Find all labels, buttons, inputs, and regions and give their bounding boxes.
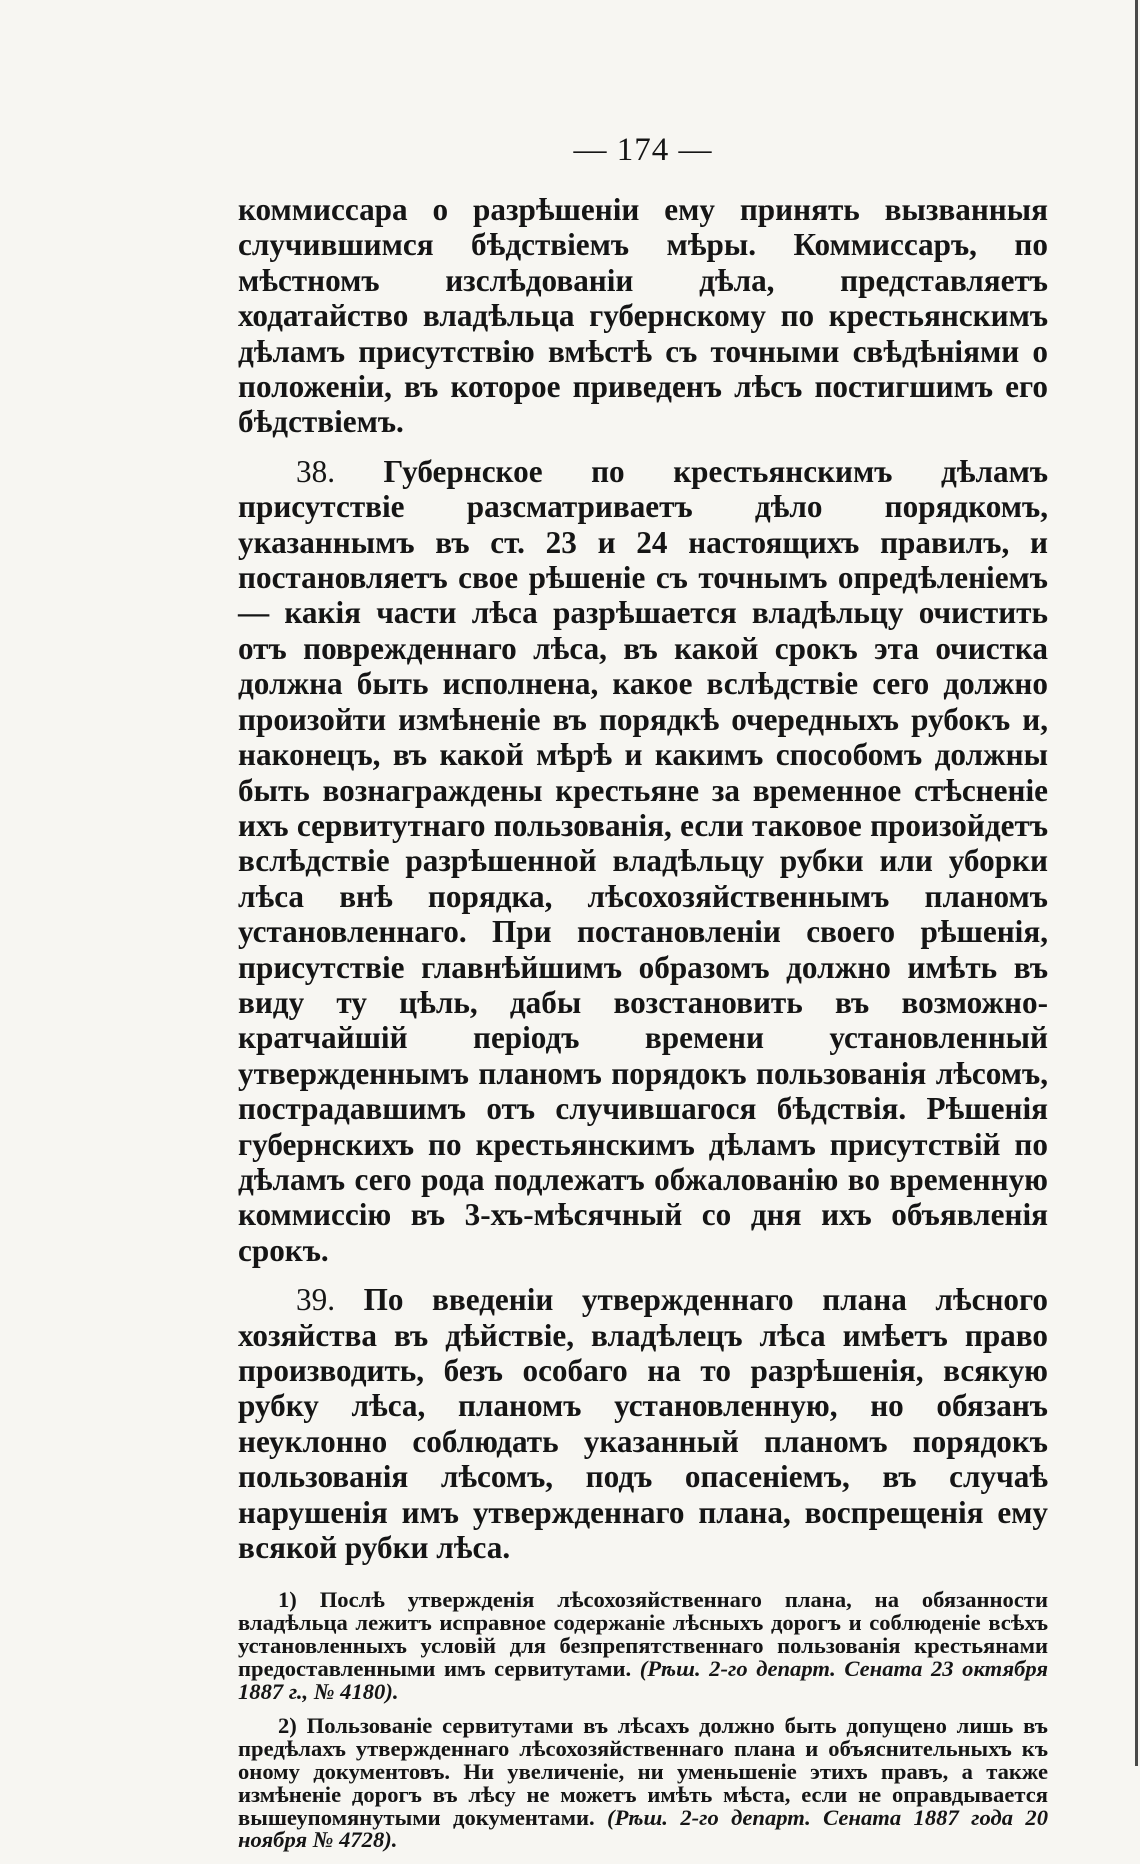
paragraph-number: 39. (296, 1282, 335, 1318)
document-page (238, 128, 1048, 1864)
paragraph-continuation (238, 192, 1048, 440)
paragraph-39 (238, 1282, 1048, 1565)
scan-edge-line (1135, 0, 1138, 1766)
footnotes (238, 1589, 1048, 1852)
paragraph-text: По введеніи утвержденнаго плана лѣсного хозяйства въ дѣйствіе, владѣлецъ лѣса имѣетъ право производить, безъ особаго на то разрѣшенія, всякую рубку лѣса, планомъ установленную, но обязанъ неуклонно соблюдать указанный планомъ порядокъ пользованія лѣсомъ, подъ опасеніемъ, въ случаѣ нарушенія имъ утвержденнаго плана, воспрещенія ему всякой рубки лѣса. (238, 1282, 1049, 1566)
footnote-marker: 1) (278, 1587, 297, 1613)
page-number: — 174 — (573, 132, 713, 168)
footnote-marker: 2) (278, 1713, 297, 1739)
footnote-text: Пользованіе сервитутами въ лѣсахъ должно быть допущено лишь въ предѣлахъ утвержденнаго лѣсохозяйственнаго плана и объяснительныхъ къ оному документовъ. Ни увеличеніе, ни уменьшеніе этихъ правъ, а также измѣненіе дорогъ въ лѣсу не можетъ имѣть мѣста, если не оправдывается вышеупомянутыми документами. (238, 1713, 1048, 1830)
footnote-text: Послѣ утвержденія лѣсохозяйственнаго плана, на обязанности владѣльца лежитъ исправное содержаніе лѣсныхъ дорогъ и соблюденіе всѣхъ установленныхъ условій для безпрепятственнаго пользованія крестьянами предоставленными имъ сервитутами. (238, 1587, 1048, 1681)
paragraph-38 (238, 454, 1048, 1268)
paragraph-number: 38. (296, 453, 335, 489)
footnote-2 (238, 1715, 1048, 1852)
footnote-source: (Рѣш. 2-го департ. Сената 23 октября 1887 г., № 4180). (238, 1655, 1049, 1704)
paragraph-text: Губернское по крестьянскимъ дѣламъ присутствіе разсматриваетъ дѣло порядкомъ, указаннымъ въ ст. 23 и 24 настоящихъ правилъ, и постановляетъ свое рѣшеніе съ точнымъ опредѣленіемъ— какія части лѣса разрѣшается владѣльцу очистить отъ поврежденнаго лѣса, въ какой срокъ эта очистка должна быть исполнена, какое вслѣдствіе сего должно произойти измѣненіе въ порядкѣ очередныхъ рубокъ и, наконецъ, въ какой мѣрѣ и какимъ способомъ должны быть вознаграждены крестьяне за временное стѣсненіе ихъ сервитутнаго пользованія, если таковое произойдетъ вслѣдствіе разрѣшенной владѣльцу рубки или уборки лѣса внѣ порядка, лѣсохозяйственнымъ планомъ установленнаго. При постановленіи своего рѣшенія, присутствіе главнѣйшимъ образомъ должно имѣть въ виду ту цѣль, дабы возстановить въ возможно-кратчайшій періодъ времени установленный утвержденнымъ планомъ порядокъ пользованія лѣсомъ, пострадавшимъ отъ случившагося бѣдствія. Рѣшенія губернскихъ по крестьянскимъ дѣламъ присутствій по дѣламъ сего рода подлежатъ обжалованію во временную коммиссію въ 3-хъ-мѣсячный со дня ихъ объявленія срокъ. (238, 453, 1048, 1268)
footnote-1 (238, 1589, 1048, 1703)
footnote-source: (Рѣш. 2-го департ. Сената 1887 года 20 ноября № 4728). (238, 1804, 1048, 1853)
paragraph-text: коммиссара о разрѣшеніи ему принять вызванныя случившимся бѣдствіемъ мѣры. Коммиссаръ, по мѣстномъ изслѣдованіи дѣла, представляетъ ходатайство владѣльца губернскому по крестьянскимъ дѣламъ присутствію вмѣстѣ съ точными свѣдѣніями о положеніи, въ которое приведенъ лѣсъ постигшимъ его бѣдствіемъ. (238, 192, 1048, 440)
